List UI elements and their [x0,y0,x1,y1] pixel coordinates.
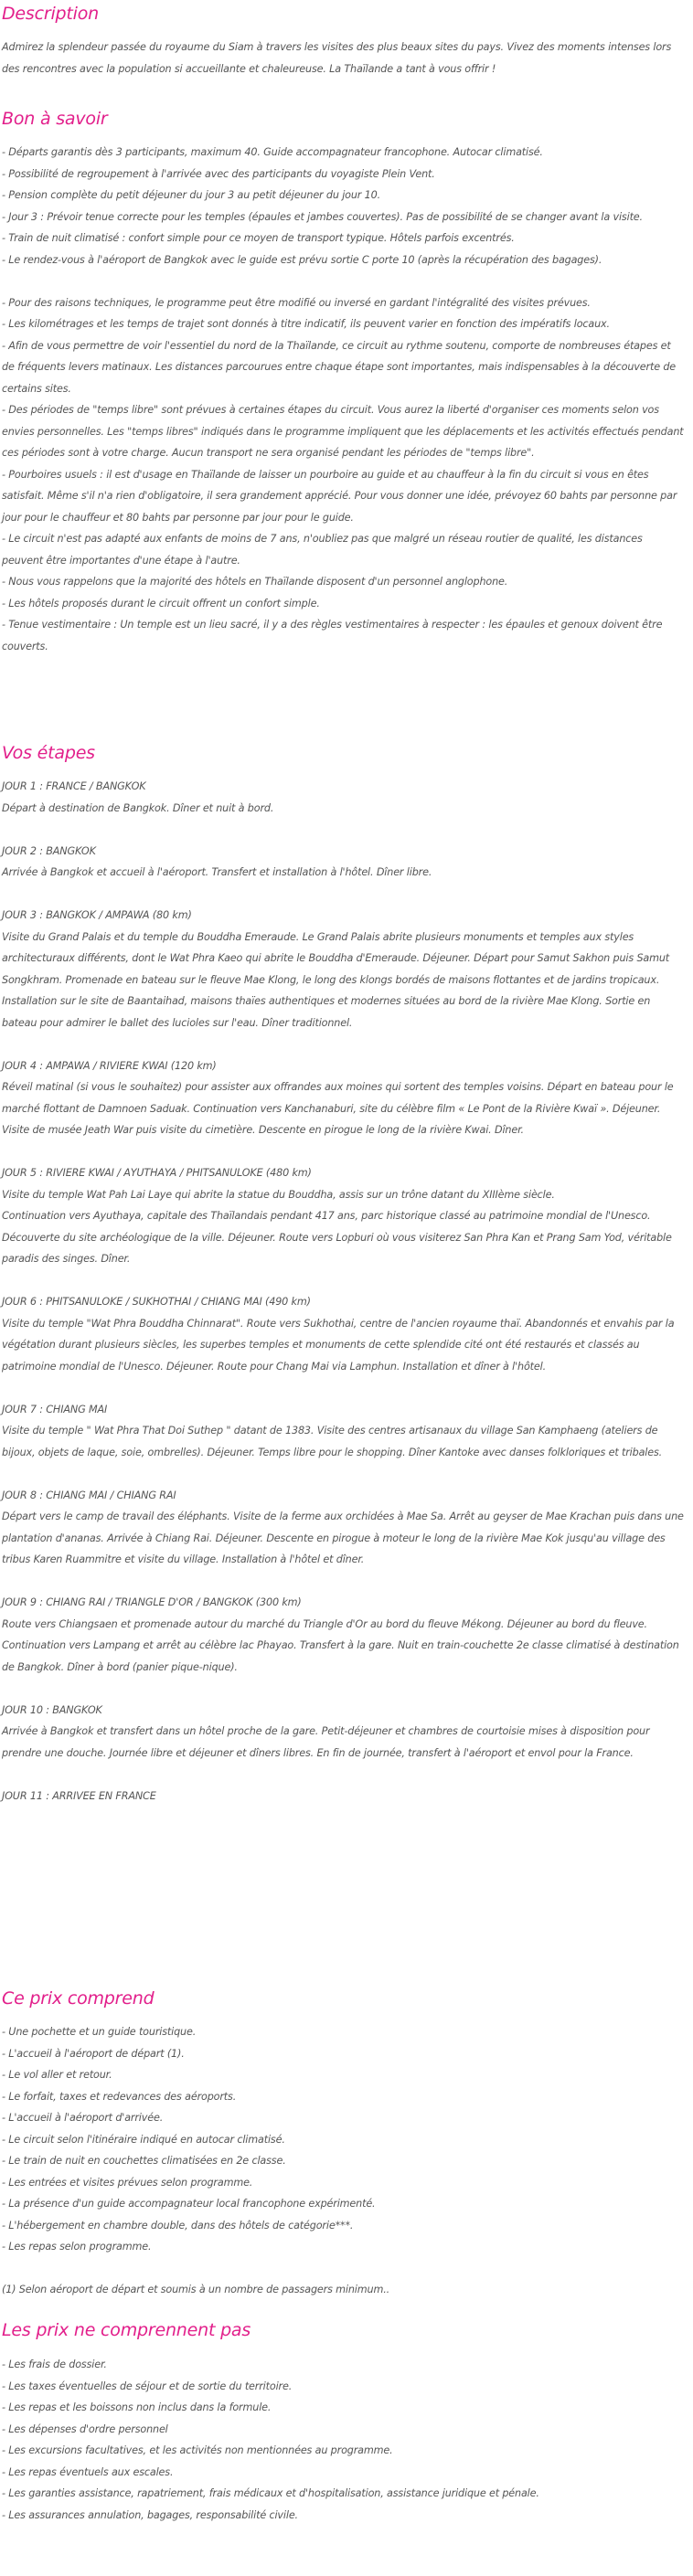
day-title: JOUR 8 : CHIANG MAI / CHIANG RAI [2,1489,176,1501]
spacer [2,884,686,906]
prix-comprend-item: - Le train de nuit en couchettes climatisées en 2e classe. [2,2155,286,2167]
day-title: JOUR 3 : BANGKOK / AMPAWA (80 km) [2,909,192,921]
bon-a-savoir-item: - Les kilométrages et les temps de trajet sont donnés à titre indicatif, ils peuvent varier en fonction des impératifs locaux. [2,318,610,330]
etapes-list [2,776,686,1807]
prix-ne-comprend-item: - Les repas éventuels aux escales. [2,2465,174,2478]
day-description: Visite du temple "Wat Phra Bouddha Chinnarat". Route vers Sukhothai, centre de l'ancien royaume thaï. Abandonnés et envahis par la végétation durant plusieurs siècles, les superbes temples et monuments de cette splendide cité ont été restaurés et classés au patrimoine mondial de l'Unesco. Déjeuner. Route pour Chang Mai via Lamphun. Installation et dîner à l'hôtel. [2,1317,675,1373]
spacer [2,819,686,841]
description-text: Admirez la splendeur passée du royaume du Siam à travers les visites des plus beaux sites du pays. Vivez des moments intenses lors des rencontres avec la population si accueillante et chaleureuse. La Thaïlande a tant à vous offrir ! [2,41,672,75]
bon-a-savoir-item: - Le circuit n'est pas adapté aux enfants de moins de 7 ans, n'oubliez pas que malgré un réseau routier de qualité, les distances peuvent être importantes d'une étape à l'autre. [2,533,643,567]
day-description: Départ vers le camp de travail des éléphants. Visite de la ferme aux orchidées à Mae Sa. Arrêt au geyser de Mae Krachan puis dans une plantation d'ananas. Arrivée à Chiang Rai. Déjeuner. Descente en pirogue à moteur le long de la rivière Mae Kok jusqu'au village des tribus Karen Ruammitre et visite du village. Installation à l'hôtel et dîner. [2,1511,684,1565]
day-block [2,1055,686,1141]
prix-comprend-heading: Ce prix comprend [2,1988,155,2009]
bon-a-savoir-item: - Pourboires usuels : il est d'usage en Thaïlande de laisser un pourboire au guide et au chauffeur à la fin du circuit si vous en êtes satisfait. Même s'il n'a rien d'obligatoire, il sera grandement apprécié. Pour vous donner une idée, prévoyez 60 bahts par personne par jour pour le chauffeur et 80 bahts par personne par jour pour le guide. [2,468,677,524]
prix-ne-comprend-item: - Les frais de dossier. [2,2359,107,2370]
prix-ne-comprend-item: - Les dépenses d'ordre personnel [2,2422,168,2435]
prix-ne-comprend-item: - Les taxes éventuelles de séjour et de sortie du territoire. [2,2380,293,2392]
bon-a-savoir-item: - Train de nuit climatisé : confort simple pour ce moyen de transport typique. Hôtels parfois excentrés. [2,232,515,244]
bon-a-savoir-item: - Pension complète du petit déjeuner du jour 3 au petit déjeuner du jour 10. [2,189,380,201]
day-description: Départ à destination de Bangkok. Dîner et nuit à bord. [2,801,274,814]
bon-a-savoir-item: - Afin de vous permettre de voir l'essentiel du nord de la Thaïlande, ce circuit au rythme soutenu, comporte de nombreuses étapes et de fréquents levers matinaux. Les distances parcourues entre chaque étape sont importantes, mais indispensables à la découverte de certains sites. [2,339,677,395]
day-title: JOUR 9 : CHIANG RAI / TRIANGLE D'OR / BANGKOK (300 km) [2,1596,302,1608]
prix-ne-comprend-item: - Les repas et les boissons non inclus dans la formule. [2,2401,272,2413]
day-description: Arrivée à Bangkok et transfert dans un hôtel proche de la gare. Petit-déjeuner et chambres de courtoisie mises à disposition pour prendre une douche. Journée libre et déjeuner et dîners libres. En fin de journée, transfert à l'aéroport et envol pour la France. [2,1725,650,1759]
day-block [2,1291,686,1377]
day-title: JOUR 5 : RIVIERE KWAI / AYUTHAYA / PHITSANULOKE (480 km) [2,1167,312,1179]
day-block [2,1700,686,1765]
day-block [2,1592,686,1678]
day-title: JOUR 11 : ARRIVEE EN FRANCE [2,1789,156,1802]
bon-a-savoir-heading: Bon à savoir [2,109,108,129]
prix-comprend-item: - Le circuit selon l'itinéraire indiqué en autocar climatisé. [2,2133,285,2146]
day-title: JOUR 6 : PHITSANULOKE / SUKHOTHAI / CHIANG MAI (490 km) [2,1296,311,1308]
prix-comprend-item: - Une pochette et un guide touristique. [2,2026,197,2038]
bon-a-savoir-item: - Jour 3 : Prévoir tenue correcte pour les temples (épaules et jambes couvertes). Pas de possibilité de se changer avant la visite. [2,210,643,223]
day-description: Visite du Grand Palais et du temple du Bouddha Emeraude. Le Grand Palais abrite plusieurs monuments et temples aux styles architecturaux différents, dont le Wat Phra Kaeo qui abrite le Bouddha d'Emeraude. Déjeuner. Départ pour Samut Sakhon puis Samut Songkhram. Promenade en bateau sur le fleuve Mae Klong, le long des klongs bordés de maisons flottantes et de jardins tropicaux. Installation sur le site de Baantaihad, maisons thaïes authentiques et modernes situées au bord de la rivière Mae Klong. Sortie en bateau pour admirer le ballet des lucioles sur l'eau. Dîner traditionnel. [2,930,670,1029]
day-block [2,1162,686,1270]
bon-a-savoir-item: - Le rendez-vous à l'aéroport de Bangkok avec le guide est prévu sortie C porte 10 (après la récupération des bagages). [2,253,602,266]
prix-comprend-item: - Les entrées et visites prévues selon programme. [2,2176,253,2189]
spacer [2,1463,686,1485]
prix-comprend-item: - Le forfait, taxes et redevances des aéroports. [2,2090,237,2103]
spacer [2,1141,686,1163]
prix-comprend-item: (1) Selon aéroport de départ et soumis à un nombre de passagers minimum.. [2,2284,390,2295]
prix-ne-comprend-item: - Les assurances annulation, bagages, responsabilité civile. [2,2508,298,2521]
bon-a-savoir-item: - Départs garantis dès 3 participants, maximum 40. Guide accompagnateur francophone. Autocar climatisé. [2,146,543,158]
bon-a-savoir-item: - Des périodes de "temps libre" sont prévues à certaines étapes du circuit. Vous aurez la liberté d'organiser ces moments selon vos envies personnelles. Les "temps libres" indiqués dans le programme impliquent que les déplacements et les activités effectués pendant ces périodes sont à votre charge. Aucun transport ne sera organisé pendant les périodes de "temps libre". [2,404,684,459]
prix-ne-comprend-list [2,2354,686,2526]
bon-a-savoir-item: - Pour des raisons techniques, le programme peut être modifié ou inversé en gardant l'intégralité des visites prévues. [2,296,591,309]
day-block [2,776,686,819]
spacer [2,1377,686,1399]
bon-a-savoir-list [2,142,686,657]
spacer [2,270,686,292]
prix-comprend-item: - Le vol aller et retour. [2,2069,112,2081]
bon-a-savoir-item: - Nous vous rappelons que la majorité des hôtels en Thaïlande disposent d'un personnel anglophone. [2,576,508,588]
day-title: JOUR 10 : BANGKOK [2,1703,102,1716]
day-description: Route vers Chiangsaen et promenade autour du marché du Triangle d'Or au bord du fleuve Mékong. Déjeuner au bord du fleuve. Continuation vers Lampang et arrêt au célèbre lac Phayao. Transfert à la gare. Nuit en train-couchette 2e classe climatisé à destination de Bangkok. Dîner à bord (panier pique-nique). [2,1617,679,1673]
etapes-heading: Vos étapes [2,743,95,763]
bon-a-savoir-item: - Tenue vestimentaire : Un temple est un lieu sacré, il y a des règles vestimentaires à respecter : les épaules et genoux doivent être couverts. [2,619,663,652]
prix-ne-comprend-item: - Les garanties assistance, rapatriement, frais médicaux et d'hospitalisation, assistance juridique et pénale. [2,2487,539,2499]
prix-comprend-item: - Les repas selon programme. [2,2241,152,2253]
day-block [2,1786,686,1807]
spacer [2,1034,686,1055]
prix-ne-comprend-item: - Les excursions facultatives, et les activités non mentionnées au programme. [2,2444,393,2456]
spacer [2,1270,686,1292]
prix-comprend-item: - La présence d'un guide accompagnateur local francophone expérimenté. [2,2198,376,2210]
day-title: JOUR 2 : BANGKOK [2,844,96,857]
prix-comprend-list [2,2021,686,2301]
day-title: JOUR 1 : FRANCE / BANGKOK [2,780,146,792]
prix-ne-comprend-heading: Les prix ne comprennent pas [2,2320,251,2340]
day-block [2,905,686,1034]
prix-comprend-item: - L'accueil à l'aéroport d'arrivée. [2,2112,164,2124]
spacer [2,1571,686,1593]
spacer [2,2258,686,2280]
day-description: Réveil matinal (si vous le souhaitez) pour assister aux offrandes aux moines qui sortent des temples voisins. Départ en bateau pour le marché flottant de Damnoen Saduak. Continuation vers Kanchanaburi, site du célèbre film « Le Pont de la Rivière Kwaï ». Déjeuner. Visite de musée Jeath War puis visite du cimetière. Descente en pirogue le long de la rivière Kwai. Dîner. [2,1081,674,1136]
day-description: Visite du temple Wat Pah Lai Laye qui abrite la statue du Bouddha, assis sur un trône datant du XIIIème siècle. Continuation vers Ayuthaya, capitale des Thaïlandais pendant 417 ans, parc historique classé au patrimoine mondial de l'Unesco. Découverte du site archéologique de la ville. Déjeuner. Route vers Lopburi où vous visiterez San Phra Kan et Prang Sam Yod, véritable paradis des singes. Dîner. [2,1188,672,1265]
spacer [2,1764,686,1786]
day-description: Visite du temple " Wat Phra That Doi Suthep " datant de 1383. Visite des centres artisanaux du village San Kamphaeng (ateliers de bijoux, objets de laque, soie, ombrelles). Déjeuner. Temps libre pour le shopping. Dîner Kantoke avec danses folkloriques et tribales. [2,1425,663,1458]
day-title: JOUR 7 : CHIANG MAI [2,1403,108,1415]
spacer [2,1678,686,1700]
prix-comprend-item: - L'hébergement en chambre double, dans des hôtels de catégorie***. [2,2219,354,2231]
day-description: Arrivée à Bangkok et accueil à l'aéroport. Transfert et installation à l'hôtel. Dîner libre. [2,866,432,878]
day-block [2,1399,686,1464]
prix-comprend-item: - L'accueil à l'aéroport de départ (1). [2,2047,185,2060]
bon-a-savoir-item: - Possibilité de regroupement à l'arrivée avec des participants du voyagiste Plein Vent. [2,167,435,180]
day-block [2,841,686,884]
day-title: JOUR 4 : AMPAWA / RIVIERE KWAI (120 km) [2,1059,217,1072]
day-block [2,1485,686,1571]
description-heading: Description [2,4,100,24]
bon-a-savoir-item: - Les hôtels proposés durant le circuit offrent un confort simple. [2,597,320,610]
